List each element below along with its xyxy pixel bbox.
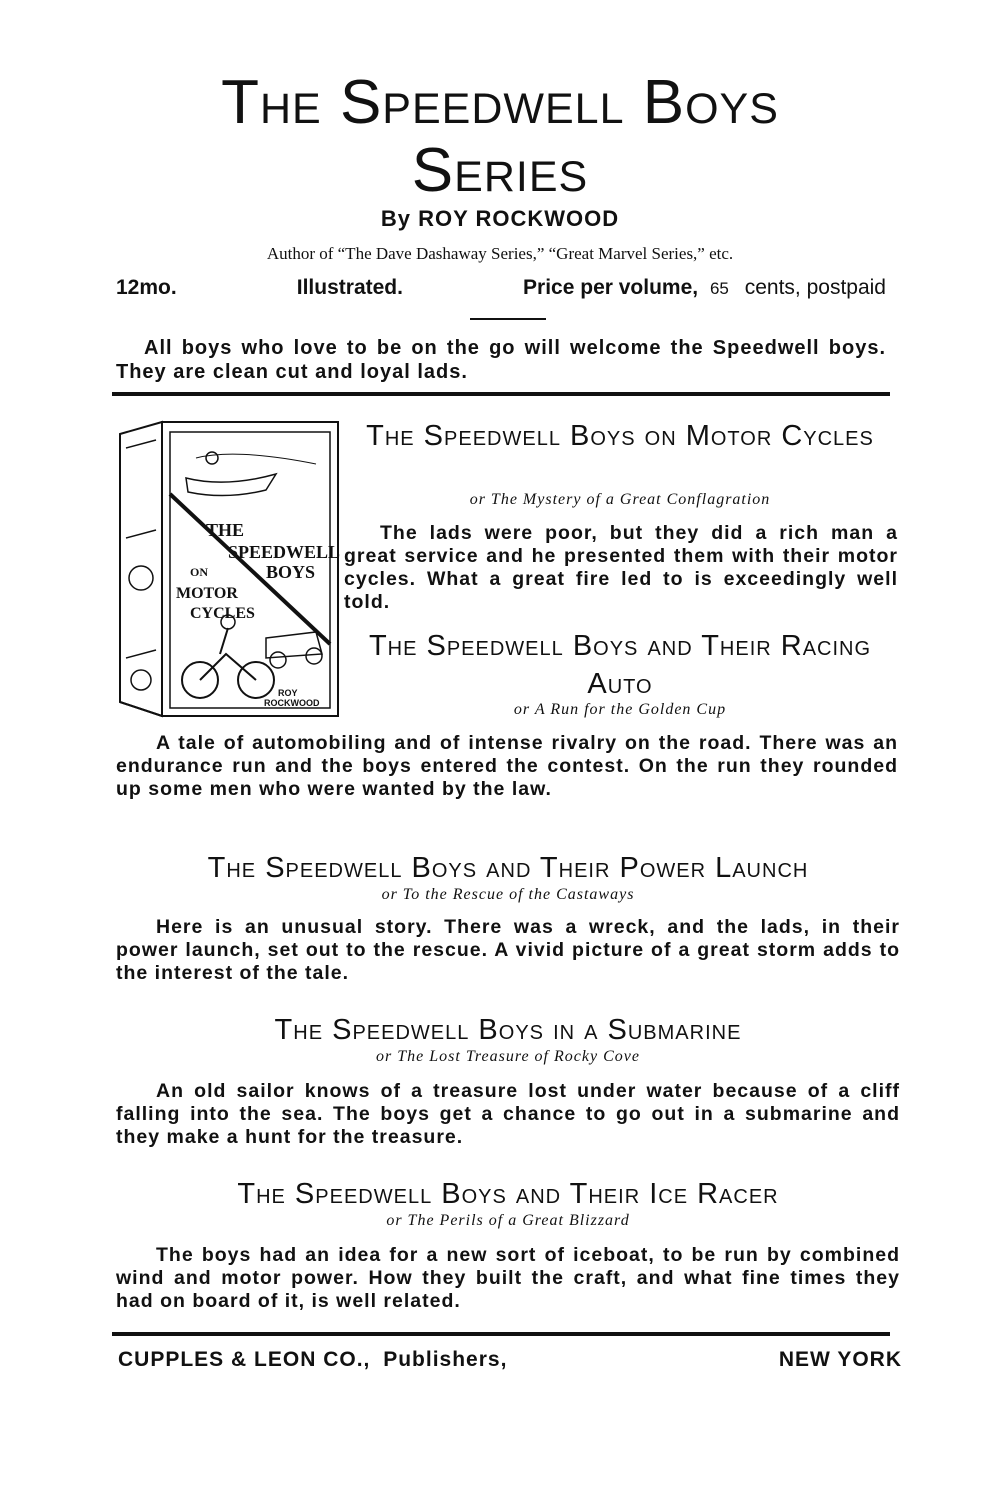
cover-word-motor: MOTOR	[176, 585, 238, 602]
book-title-2: The Speedwell Boys and Their Racing Auto	[368, 630, 872, 700]
publisher-suffix: Publishers,	[383, 1348, 508, 1371]
price-unit: cents, postpaid	[744, 276, 886, 299]
price-value: 65	[709, 279, 729, 298]
publisher-name: CUPPLES & LEON CO.,	[118, 1348, 371, 1371]
cover-word-speedwell: SPEEDWELL	[228, 542, 341, 562]
cover-word-on: ON	[190, 565, 208, 579]
book-subtitle-1: or The Mystery of a Great Conflagration	[469, 491, 771, 508]
bottom-rule	[112, 1332, 890, 1336]
series-intro: All boys who love to be on the go will welcome the Speedwell boys. They are clean cut and loyal lads.	[116, 337, 886, 383]
book-description-4: An old sailor knows of a treasure lost under water because of a cliff falling into the sea. The boys get a chance to go out in a submarine and they make a hunt for the treasure.	[116, 1080, 900, 1148]
book-description-5: The boys had an idea for a new sort of iceboat, to be run by combined wind and motor power. How they built the craft, and what fine times they had on board of it, is well related.	[116, 1244, 900, 1312]
book-description-1: The lads were poor, but they did a rich man a great service and he presented them with their motor cycles. What a great fire led to is exceedingly well told.	[344, 522, 898, 613]
short-divider	[470, 318, 546, 320]
cover-word-the: THE	[206, 520, 245, 540]
cover-author-line2: ROCKWOOD	[264, 698, 320, 708]
book-title-4: The Speedwell Boys in a Submarine	[274, 1014, 742, 1046]
price-line	[116, 276, 886, 300]
format-label: 12mo.	[116, 276, 177, 299]
cover-word-boys: BOYS	[266, 562, 316, 582]
book-subtitle-4: or The Lost Treasure of Rocky Cove	[376, 1048, 640, 1065]
book-description-3: Here is an unusual story. There was a wreck, and the lads, in their power launch, set out to the rescue. A vivid picture of a great storm adds to the interest of the tale.	[116, 916, 900, 984]
book-title-5: The Speedwell Boys and Their Ice Racer	[237, 1178, 779, 1210]
publisher-city: NEW YORK	[778, 1348, 902, 1371]
price-label: Price per volume,	[523, 276, 699, 299]
book-subtitle-2: or A Run for the Golden Cup	[513, 701, 727, 718]
price-info	[523, 276, 886, 300]
author-other-series: Author of “The Dave Dashaway Series,” “Great Marvel Series,” etc.	[266, 244, 734, 263]
book-subtitle-5: or The Perils of a Great Blizzard	[386, 1212, 630, 1229]
book-title-1: The Speedwell Boys on Motor Cycles	[366, 420, 874, 452]
cover-author-line1: ROY	[278, 688, 298, 698]
publisher-block	[118, 1348, 507, 1372]
top-rule	[112, 392, 890, 396]
book-subtitle-3: or To the Rescue of the Castaways	[381, 886, 635, 903]
publisher-footer	[118, 1348, 902, 1372]
book-cover-illustration	[116, 418, 342, 720]
series-title-line2: Series	[411, 136, 589, 205]
series-title-line1: The Speedwell Boys	[221, 68, 779, 137]
cover-word-cycles: CYCLES	[190, 605, 255, 622]
book-description-2: A tale of automobiling and of intense rivalry on the road. There was an endurance run and the boys entered the contest. On the run they rounded up some men who were wanted by the law.	[116, 732, 898, 800]
byline: By ROY ROCKWOOD	[380, 206, 620, 231]
illustrated-label: Illustrated.	[296, 276, 403, 299]
book-title-3: The Speedwell Boys and Their Power Launch	[207, 852, 809, 884]
